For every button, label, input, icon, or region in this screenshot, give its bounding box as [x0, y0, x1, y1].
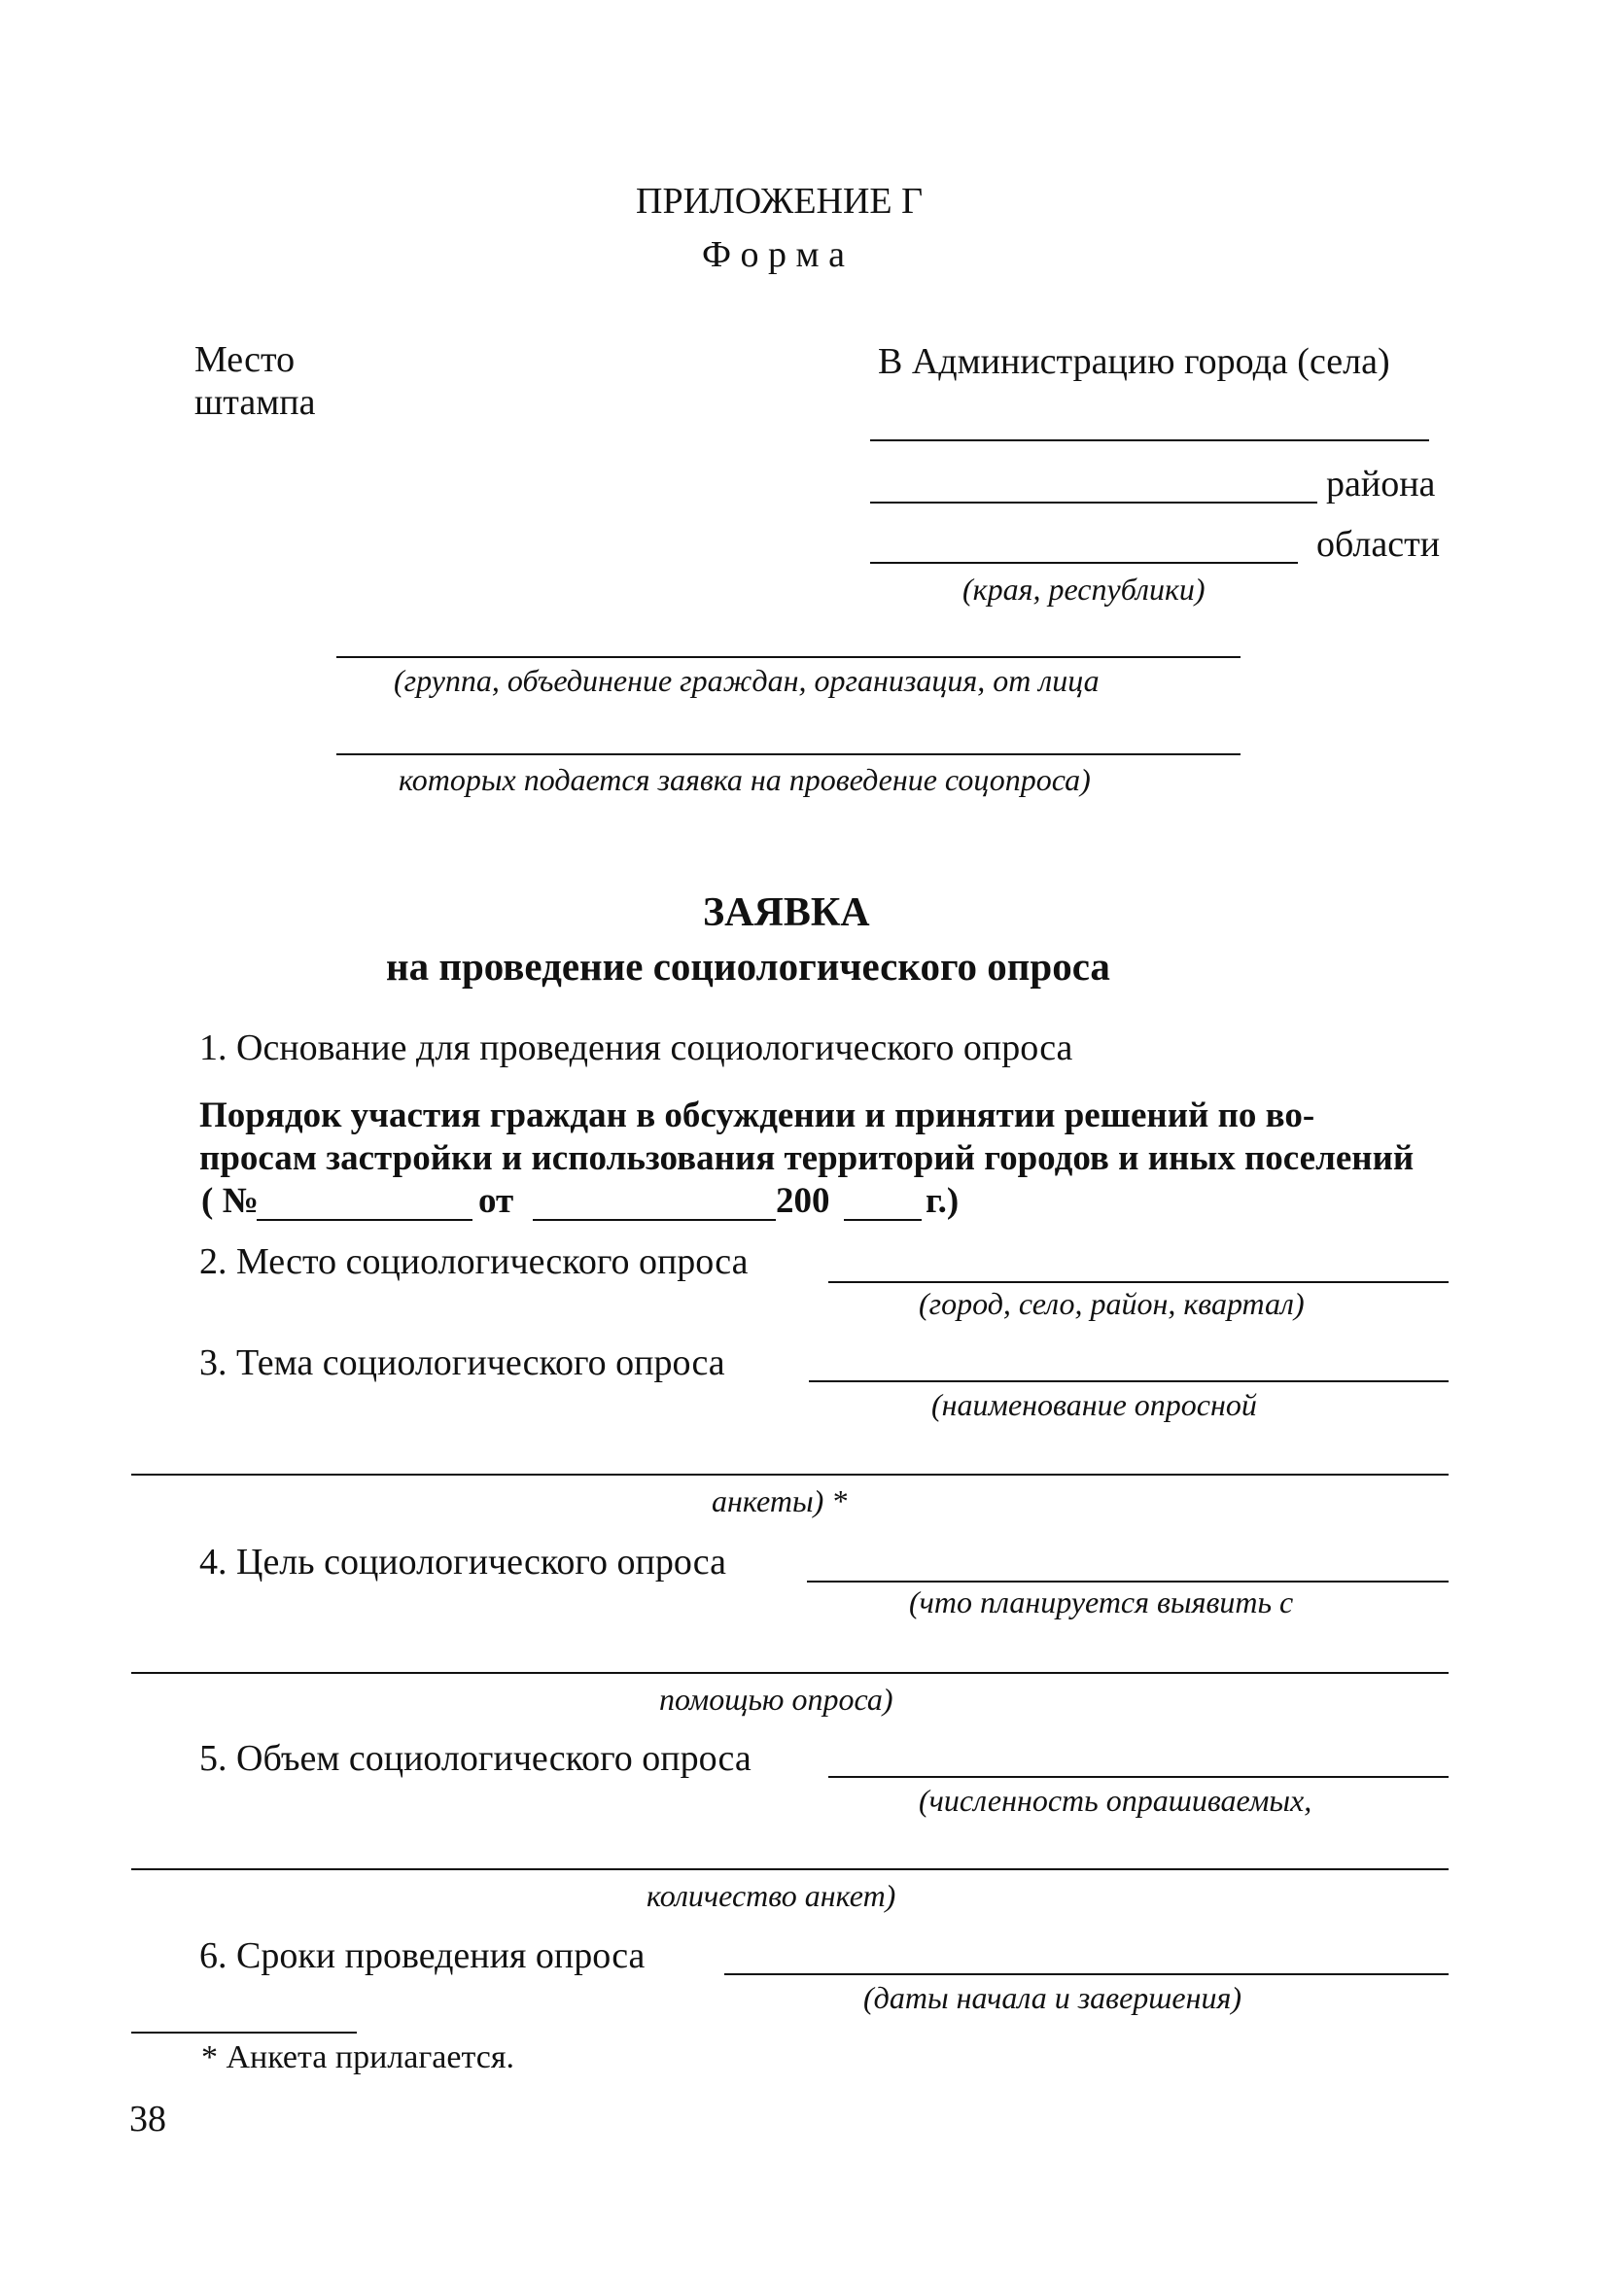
applicant-line-1	[336, 656, 1241, 658]
item-5-hint-1: (численность опрашиваемых,	[919, 1783, 1312, 1818]
item-4-hint-1: (что планируется выявить с	[909, 1584, 1294, 1619]
item-5-hint-2: количество анкет)	[647, 1878, 896, 1913]
footnote-separator	[131, 2032, 357, 2034]
basis-year-label: 200	[776, 1181, 830, 1221]
district-name-line	[870, 502, 1317, 504]
city-name-line	[870, 439, 1429, 441]
item-2-hint: (город, село, район, квартал)	[919, 1286, 1305, 1321]
item-6-hint: (даты начала и завершения)	[863, 1980, 1242, 2015]
footnote: * Анкета прилагается.	[201, 2039, 514, 2075]
applicant-hint-1: (группа, объединение граждан, организация, от лица	[394, 663, 1100, 698]
item-3-topic: 3. Тема социологического опроса	[199, 1342, 725, 1383]
appendix-label: ПРИЛОЖЕНИЕ Г	[636, 181, 924, 222]
item-3-hint-2: анкеты) *	[712, 1483, 848, 1518]
item-3-line-2	[131, 1474, 1449, 1476]
page-number: 38	[129, 2099, 166, 2139]
item-3-hint-1: (наименование опросной	[931, 1387, 1257, 1422]
document-title: ЗАЯВКА	[703, 890, 870, 935]
district-label: района	[1326, 464, 1436, 504]
form-label: Ф о р м а	[702, 234, 845, 275]
basis-end-label: г.)	[926, 1181, 960, 1221]
region-hint: (края, республики)	[962, 572, 1206, 607]
item-5-volume: 5. Объем социологического опроса	[199, 1738, 752, 1779]
item-5-line-1	[828, 1776, 1449, 1778]
item-6-dates: 6. Сроки проведения опроса	[199, 1935, 646, 1976]
region-name-line	[870, 562, 1298, 564]
item-4-line-2	[131, 1672, 1449, 1674]
item-1-basis: 1. Основание для проведения социологического опроса	[199, 1027, 1073, 1068]
basis-from-label: от	[478, 1181, 514, 1221]
basis-year-line	[844, 1219, 922, 1221]
stamp-label-line2: штампа	[194, 382, 316, 423]
basis-text-line2: просам застройки и использования территорий городов и иных поселений	[199, 1138, 1415, 1178]
item-2-place: 2. Место социологического опроса	[199, 1241, 749, 1282]
document-subtitle: на проведение социологического опроса	[386, 944, 1110, 989]
item-4-hint-2: помощью опроса)	[659, 1682, 893, 1717]
item-4-goal: 4. Цель социологического опроса	[199, 1542, 726, 1583]
applicant-line-2	[336, 753, 1241, 755]
item-2-line	[828, 1281, 1449, 1283]
basis-number-line	[257, 1219, 472, 1221]
basis-number-label: ( №	[201, 1181, 259, 1221]
item-3-line-1	[809, 1380, 1449, 1382]
stamp-label-line1: Место	[194, 339, 296, 380]
region-label: области	[1316, 524, 1441, 565]
address-to: В Администрацию города (села)	[878, 341, 1390, 382]
item-5-line-2	[131, 1868, 1449, 1870]
basis-date-line	[533, 1219, 776, 1221]
item-6-line	[724, 1973, 1449, 1975]
basis-text-line1: Порядок участия граждан в обсуждении и принятии решений по во-	[199, 1096, 1315, 1135]
item-4-line-1	[807, 1581, 1449, 1583]
applicant-hint-2: которых подается заявка на проведение соцопроса)	[399, 762, 1091, 797]
